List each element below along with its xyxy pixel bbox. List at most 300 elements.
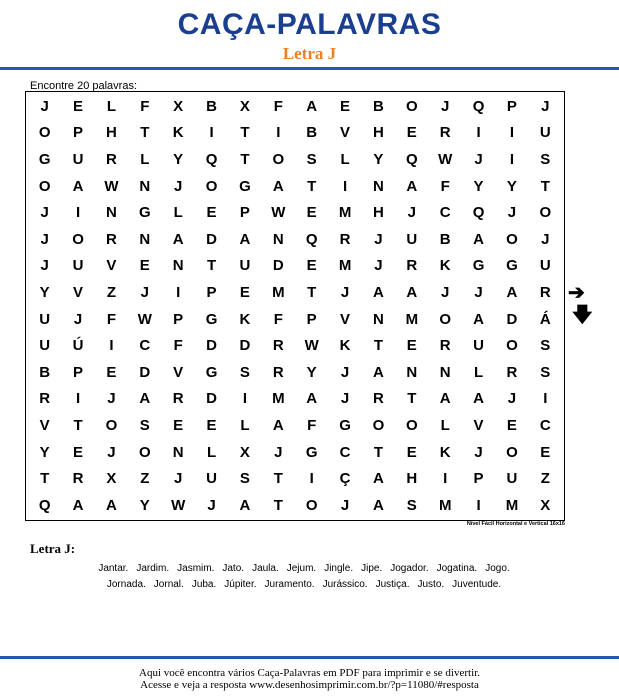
grid-cell: A	[406, 283, 418, 301]
grid-cell: R	[172, 390, 184, 408]
grid-cell: X	[239, 443, 250, 461]
grid-cell: T	[373, 443, 384, 461]
grid-cell: J	[340, 390, 350, 408]
grid-cell: J	[107, 443, 116, 461]
grid-cell: S	[540, 363, 551, 381]
grid-cell: B	[439, 230, 451, 248]
grid-cell: K	[439, 257, 451, 275]
grid-cell: E	[106, 363, 117, 381]
grid-cell: E	[173, 416, 184, 434]
grid-cell: T	[140, 124, 150, 142]
grid-row	[28, 253, 562, 280]
grid-cell: Q	[472, 97, 485, 115]
grid-row	[28, 173, 562, 200]
grid-cell: P	[239, 204, 250, 222]
grid-cell: J	[40, 97, 49, 115]
grid-cell: F	[106, 310, 117, 328]
grid-cell: T	[407, 390, 417, 408]
grid-cell: B	[39, 363, 51, 381]
grid-cell: E	[506, 416, 517, 434]
grid-cell: R	[539, 283, 551, 301]
bottom-divider	[0, 656, 619, 659]
footer-line-2: Acesse e veja a resposta www.desenhosimprimir.com.br/?p=11080/#resposta	[140, 679, 479, 691]
grid-cell: A	[272, 416, 284, 434]
grid-cell: A	[506, 283, 518, 301]
grid-cell: W	[304, 337, 319, 355]
grid-cell: E	[206, 204, 217, 222]
grid-cell: R	[106, 150, 117, 168]
grid-cell: V	[340, 310, 351, 328]
grid-cell: O	[506, 230, 518, 248]
grid-cell: Z	[140, 470, 150, 488]
grid-cell: J	[507, 390, 517, 408]
grid-cell: E	[139, 257, 150, 275]
grid-cell: S	[239, 470, 250, 488]
grid-cell: E	[73, 97, 84, 115]
grid-cell: U	[539, 124, 551, 142]
grid-cell: V	[39, 416, 50, 434]
grid-cell: G	[205, 363, 218, 381]
grid-cell: M	[438, 496, 452, 514]
grid-cell: M	[272, 283, 285, 301]
grid-cell: J	[40, 204, 49, 222]
grid-cell: A	[72, 496, 84, 514]
arrow-right-icon: ➔	[568, 282, 585, 304]
grid-cell: J	[340, 496, 350, 514]
grid-cell: M	[405, 310, 419, 328]
grid-cell: I	[476, 496, 481, 514]
grid-cell: B	[306, 124, 318, 142]
word-item: Jogador.	[390, 563, 429, 574]
grid-cell: D	[206, 230, 217, 248]
word-item: Jurássico.	[322, 579, 368, 590]
grid-cell: C	[139, 337, 151, 355]
grid-cell: L	[340, 150, 350, 168]
grid-cell: R	[106, 230, 117, 248]
grid-cell: T	[73, 416, 83, 434]
grid-cell: R	[506, 363, 518, 381]
grid-cell: O	[372, 416, 385, 434]
grid-cell: A	[473, 390, 484, 408]
word-item: Jasmim.	[177, 563, 215, 574]
grid-cell: S	[139, 416, 150, 434]
arrow-down-icon: 🡇	[572, 304, 593, 326]
grid-cell: Y	[39, 443, 50, 461]
grid-cell: T	[273, 470, 283, 488]
grid-cell: A	[473, 230, 484, 248]
grid-cell: H	[406, 470, 418, 488]
grid-row	[28, 93, 562, 120]
grid-cell: K	[239, 310, 251, 328]
grid-row	[28, 492, 562, 519]
grid-cell: Y	[173, 150, 184, 168]
grid-cell: R	[406, 257, 418, 275]
grid-cell: A	[373, 283, 384, 301]
grid-cell: X	[106, 470, 117, 488]
instructions: Encontre 20 palavras:	[30, 80, 138, 92]
grid-cell: E	[406, 337, 417, 355]
grid-cell: S	[239, 363, 250, 381]
grid-cell: L	[140, 150, 150, 168]
grid-cell: I	[443, 470, 448, 488]
grid-cell: Ç	[339, 470, 351, 488]
grid-cell: O	[439, 310, 452, 328]
grid-cell: O	[138, 443, 151, 461]
grid-cell: U	[406, 230, 418, 248]
grid-cell: V	[340, 124, 351, 142]
grid-cell: J	[140, 283, 149, 301]
grid-cell: U	[239, 257, 251, 275]
grid-cell: J	[174, 177, 183, 195]
grid-cell: S	[306, 150, 317, 168]
level-note: Nível Fácil Horizontal e Vertical 16x16	[466, 521, 565, 527]
grid-cell: Q	[38, 496, 51, 514]
grid-cell: M	[338, 257, 352, 275]
grid-cell: J	[474, 150, 483, 168]
grid-cell: P	[206, 283, 217, 301]
grid-cell: E	[239, 283, 250, 301]
grid-cell: D	[206, 390, 217, 408]
word-item: Juramento.	[264, 579, 315, 590]
grid-cell: A	[172, 230, 184, 248]
grid-cell: E	[340, 97, 351, 115]
grid-cell: T	[273, 496, 283, 514]
word-line	[30, 579, 578, 590]
grid-cell: O	[539, 204, 552, 222]
grid-cell: Z	[540, 470, 550, 488]
grid-cell: Y	[506, 177, 517, 195]
grid-cell: S	[540, 150, 551, 168]
grid-cell: J	[374, 257, 383, 275]
grid-row	[28, 386, 562, 413]
grid-cell: O	[272, 150, 285, 168]
grid-cell: D	[139, 363, 151, 381]
grid-cell: E	[206, 416, 217, 434]
grid-cell: J	[541, 230, 550, 248]
grid-cell: K	[172, 124, 184, 142]
grid-cell: A	[439, 390, 451, 408]
grid-cell: M	[505, 496, 519, 514]
grid-cell: U	[72, 257, 84, 275]
grid-cell: T	[307, 283, 317, 301]
grid-cell: A	[239, 496, 251, 514]
word-item: Justiça.	[375, 579, 410, 590]
grid-cell: H	[373, 124, 384, 142]
grid-row	[28, 199, 562, 226]
grid-cell: P	[306, 310, 317, 328]
grid-cell: F	[440, 177, 450, 195]
word-list	[30, 558, 578, 590]
grid-cell: Á	[539, 310, 551, 328]
grid-cell: E	[406, 124, 417, 142]
page-subtitle: Letra J	[282, 44, 337, 63]
page-title: CAÇA-PALAVRAS	[177, 8, 442, 41]
grid-cell: O	[38, 124, 51, 142]
grid-cell: A	[239, 230, 251, 248]
grid-cell: R	[72, 470, 84, 488]
grid-cell: P	[73, 124, 84, 142]
grid-cell: Q	[405, 150, 418, 168]
grid-cell: N	[106, 204, 117, 222]
grid-cell: E	[406, 443, 417, 461]
word-item: Jato.	[222, 563, 245, 574]
grid-cell: T	[206, 257, 217, 275]
grid-cell: G	[138, 204, 151, 222]
grid-cell: I	[309, 470, 314, 488]
grid-cell: N	[373, 310, 384, 328]
grid-cell: A	[406, 177, 418, 195]
grid-cell: J	[441, 97, 450, 115]
grid-cell: B	[373, 97, 384, 115]
grid-cell: A	[373, 363, 384, 381]
grid-cell: Q	[205, 150, 218, 168]
grid-cell: R	[339, 230, 351, 248]
grid-cell: L	[473, 363, 484, 381]
grid-cell: G	[472, 257, 485, 275]
grid-cell: X	[540, 496, 551, 514]
grid-cell: L	[173, 204, 183, 222]
word-item: Juba.	[191, 579, 217, 590]
grid-cell: I	[276, 124, 281, 142]
grid-cell: X	[239, 97, 250, 115]
grid-cell: S	[406, 496, 417, 514]
grid-cell: C	[339, 443, 351, 461]
grid-cell: O	[105, 416, 118, 434]
grid-cell: R	[272, 363, 284, 381]
grid-cell: Y	[473, 177, 484, 195]
grid-cell: U	[473, 337, 484, 355]
grid-cell: O	[38, 177, 51, 195]
grid-cell: G	[205, 310, 218, 328]
grid-cell: N	[172, 257, 184, 275]
grid-cell: K	[339, 337, 351, 355]
grid-cell: A	[373, 496, 384, 514]
grid-cell: D	[506, 310, 518, 328]
grid-cell: R	[439, 337, 451, 355]
grid-cell: U	[506, 470, 518, 488]
grid-cell: A	[306, 97, 318, 115]
grid-cell: A	[106, 496, 117, 514]
grid-cell: I	[509, 124, 515, 142]
grid-row	[28, 412, 562, 439]
word-item: Jaula.	[252, 563, 279, 574]
grid-cell: P	[73, 363, 84, 381]
grid-cell: Ú	[72, 337, 84, 355]
grid-cell: O	[506, 443, 518, 461]
grid-cell: I	[109, 337, 114, 355]
word-item: Jingle.	[324, 563, 354, 574]
grid-cell: I	[509, 150, 515, 168]
grid-cell: J	[541, 97, 550, 115]
grid-cell: W	[104, 177, 119, 195]
grid-cell: O	[72, 230, 84, 248]
grid-cell: Y	[39, 283, 50, 301]
grid-cell: J	[107, 390, 116, 408]
grid-cell: J	[40, 230, 49, 248]
grid-cell: O	[405, 416, 418, 434]
grid-row	[28, 279, 562, 306]
grid-cell: G	[38, 150, 51, 168]
grid-row	[28, 226, 562, 253]
grid-cell: P	[506, 97, 517, 115]
grid-cell: P	[173, 310, 184, 328]
grid-cell: C	[539, 416, 551, 434]
grid-cell: F	[140, 97, 150, 115]
grid-cell: M	[272, 390, 285, 408]
grid-cell: I	[75, 204, 81, 222]
grid-cell: G	[239, 177, 251, 195]
word-item: Juventude.	[452, 579, 502, 590]
grid-cell: J	[441, 283, 450, 301]
grid-cell: E	[306, 204, 317, 222]
word-item: Jornada.	[106, 579, 146, 590]
grid-cell: J	[474, 283, 483, 301]
grid-cell: N	[139, 177, 151, 195]
grid-cell: R	[39, 390, 51, 408]
grid-cell: J	[340, 283, 350, 301]
grid-cell: V	[173, 363, 184, 381]
grid-cell: I	[543, 390, 548, 408]
footer	[0, 667, 619, 691]
word-item: Jardim.	[136, 563, 170, 574]
grid-cell: J	[207, 496, 216, 514]
word-item: Justo.	[417, 579, 445, 590]
grid-cell: J	[274, 443, 283, 461]
word-item: Jantar.	[98, 563, 129, 574]
grid-row	[28, 439, 562, 466]
grid-cell: S	[540, 337, 551, 355]
grid-cell: J	[174, 470, 183, 488]
grid-cell: J	[40, 257, 49, 275]
words-heading: Letra J:	[30, 541, 76, 556]
grid-cell: D	[239, 337, 251, 355]
grid-cell: Y	[373, 150, 384, 168]
grid-cell: Z	[106, 283, 117, 301]
word-item: Júpiter.	[224, 579, 257, 590]
grid-cell: V	[106, 257, 117, 275]
grid-cell: R	[439, 124, 451, 142]
grid-cell: T	[240, 150, 250, 168]
grid-cell: F	[273, 97, 283, 115]
grid-row	[28, 306, 562, 333]
grid-cell: H	[373, 204, 384, 222]
word-item: Jogo.	[485, 563, 510, 574]
grid-row	[28, 120, 562, 147]
grid-cell: U	[39, 310, 51, 328]
grid-cell: R	[373, 390, 384, 408]
grid-cell: G	[506, 257, 518, 275]
grid-row	[28, 146, 562, 173]
word-item: Jornal.	[153, 579, 184, 590]
grid-cell: I	[176, 283, 181, 301]
grid-cell: N	[272, 230, 284, 248]
grid-cell: A	[272, 177, 284, 195]
grid-cell: F	[307, 416, 317, 434]
footer-line-1: Aqui você encontra vários Caça-Palavras em PDF para imprimir e se divertir.	[139, 667, 480, 679]
grid-cell: J	[73, 310, 83, 328]
grid-cell: N	[439, 363, 451, 381]
grid-cell: W	[271, 204, 286, 222]
grid-cell: L	[206, 443, 217, 461]
grid-cell: N	[172, 443, 184, 461]
word-search-grid	[28, 93, 562, 519]
grid-cell: G	[339, 416, 351, 434]
grid-cell: I	[209, 124, 214, 142]
grid-cell: U	[206, 470, 217, 488]
grid-cell: V	[473, 416, 484, 434]
grid-cell: C	[439, 204, 451, 222]
grid-cell: N	[406, 363, 418, 381]
grid-cell: X	[173, 97, 184, 115]
grid-cell: E	[540, 443, 551, 461]
grid-cell: O	[506, 337, 518, 355]
grid-row	[28, 465, 562, 492]
grid-cell: T	[307, 177, 317, 195]
grid-cell: L	[440, 416, 450, 434]
grid-cell: I	[75, 390, 81, 408]
grid-cell: Q	[305, 230, 318, 248]
grid-cell: Q	[472, 204, 485, 222]
top-divider	[0, 67, 619, 70]
grid-cell: O	[205, 177, 218, 195]
grid-cell: J	[374, 230, 383, 248]
grid-cell: Y	[306, 363, 317, 381]
grid-cell: T	[540, 177, 550, 195]
grid-cell: A	[306, 390, 318, 408]
grid-cell: I	[342, 177, 348, 195]
grid-cell: U	[39, 337, 51, 355]
grid-cell: T	[240, 124, 250, 142]
grid-cell: J	[340, 363, 350, 381]
grid-cell: D	[206, 337, 217, 355]
grid-cell: G	[305, 443, 318, 461]
grid-row	[28, 359, 562, 386]
grid-cell: L	[240, 416, 250, 434]
grid-cell: I	[242, 390, 248, 408]
grid-cell: M	[338, 204, 352, 222]
grid-cell: T	[40, 470, 50, 488]
grid-cell: I	[476, 124, 481, 142]
grid-cell: R	[272, 337, 284, 355]
grid-cell: V	[73, 283, 84, 301]
grid-cell: N	[139, 230, 151, 248]
grid-cell: W	[137, 310, 152, 328]
word-item: Jipe.	[361, 563, 383, 574]
grid-cell: W	[171, 496, 186, 514]
grid-cell: E	[306, 257, 317, 275]
word-item: Jejum.	[286, 563, 317, 574]
grid-cell: J	[507, 204, 517, 222]
grid-cell: O	[405, 97, 418, 115]
grid-cell: D	[272, 257, 284, 275]
grid-cell: W	[438, 150, 453, 168]
grid-row	[28, 332, 562, 359]
grid-cell: E	[73, 443, 84, 461]
grid-cell: A	[139, 390, 151, 408]
grid-cell: Y	[139, 496, 150, 514]
grid-cell: A	[72, 177, 84, 195]
grid-cell: A	[473, 310, 484, 328]
grid-cell: U	[72, 150, 84, 168]
grid-cell: U	[539, 257, 551, 275]
word-line	[30, 563, 578, 574]
grid-cell: N	[373, 177, 384, 195]
grid-cell: F	[173, 337, 183, 355]
grid-cell: O	[305, 496, 318, 514]
grid-cell: T	[373, 337, 384, 355]
grid-cell: P	[473, 470, 484, 488]
grid-cell: K	[439, 443, 451, 461]
